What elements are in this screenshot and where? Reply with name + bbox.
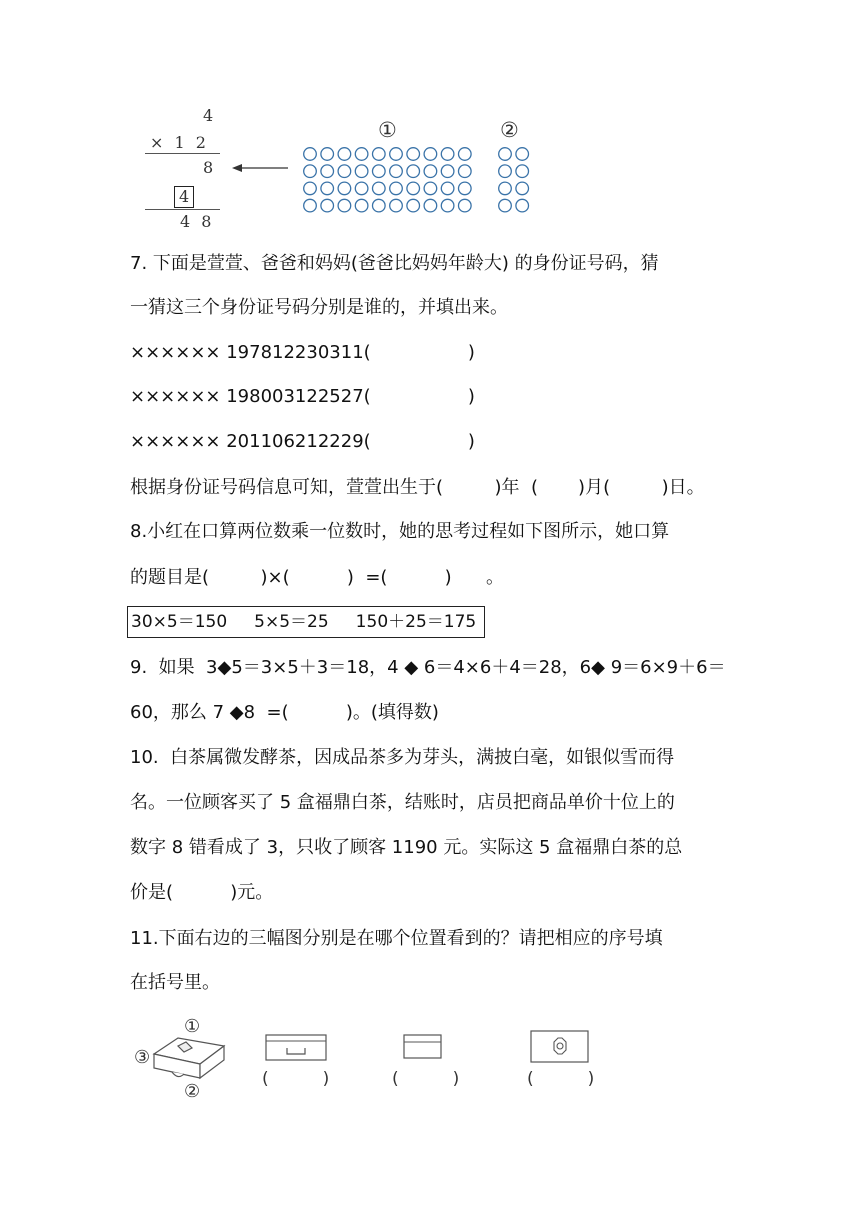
mult-result: 4 8	[180, 212, 212, 231]
q7-line-1: 7. 下面是萱萱、爸爸和妈妈(爸爸比妈妈年龄大) 的身份证号码，猜	[130, 253, 659, 274]
q8-line-1: 8.小红在口算两位数乘一位数时，她的思考过程如下图所示，她口算	[130, 521, 670, 542]
dot	[516, 148, 529, 161]
dot	[373, 182, 386, 195]
dot	[516, 199, 529, 212]
dot	[459, 165, 472, 178]
dot	[424, 165, 437, 178]
q7-line-2: 一猜这三个身份证号码分别是谁的，并填出来。	[130, 297, 508, 318]
dot	[441, 148, 454, 161]
q7-id-3: ×××××× 201106212229( )	[130, 431, 475, 452]
suitcase-icon	[152, 1034, 232, 1084]
view-label-top: ①	[184, 1016, 201, 1037]
dot	[441, 165, 454, 178]
dot	[441, 199, 454, 212]
dot	[407, 182, 420, 195]
dot	[516, 165, 529, 178]
mult-partial-1: 8	[203, 158, 214, 177]
dot	[459, 148, 472, 161]
dot	[304, 148, 317, 161]
dot	[390, 199, 403, 212]
dot	[373, 148, 386, 161]
dot	[338, 165, 351, 178]
dot	[459, 182, 472, 195]
dot	[321, 182, 334, 195]
dot	[373, 199, 386, 212]
dot	[355, 148, 368, 161]
mult-top-digit: 4	[203, 106, 214, 125]
answer-blank-1[interactable]: ( )	[262, 1069, 330, 1089]
view-label-front: ②	[184, 1081, 201, 1102]
q10-line-1: 10. 白茶属微发酵茶，因成品茶多为芽头，满披白毫，如银似雪而得	[130, 747, 675, 768]
dot	[424, 182, 437, 195]
q8-line-2: 的题目是( )×( ) =( ) 。	[130, 567, 505, 588]
answer-blank-2[interactable]: ( )	[392, 1069, 460, 1089]
dot	[338, 199, 351, 212]
dot	[407, 199, 420, 212]
dot-group-2-label: ②	[500, 118, 519, 142]
dot	[407, 148, 420, 161]
q9-line-1: 9. 如果 3◆5＝3×5＋3＝18，4 ◆ 6＝4×6＋4＝28，6◆ 9＝6×9＋6＝	[130, 657, 726, 678]
dot	[499, 199, 512, 212]
mult-line-2	[145, 209, 220, 210]
dot	[321, 199, 334, 212]
q9-line-2: 60，那么 7 ◆8 =( )。(填得数)	[130, 702, 439, 723]
mult-line-1	[145, 153, 220, 154]
dot	[304, 182, 317, 195]
dot-group-1-label: ①	[378, 118, 397, 142]
q11-line-2: 在括号里。	[130, 972, 220, 993]
q7-line-3: 根据身份证号码信息可知，萱萱出生于( )年 ( )月( )日。	[130, 477, 705, 498]
dot	[459, 199, 472, 212]
dot-array-figure	[300, 144, 540, 216]
dot	[338, 148, 351, 161]
q11-line-1: 11.下面右边的三幅图分别是在哪个位置看到的？请把相应的序号填	[130, 928, 663, 949]
dot	[390, 148, 403, 161]
dot	[407, 165, 420, 178]
dot	[424, 199, 437, 212]
dot	[304, 199, 317, 212]
dot	[499, 148, 512, 161]
q10-line-4: 价是( )元。	[130, 882, 274, 903]
dot	[304, 165, 317, 178]
dot	[499, 165, 512, 178]
suitcase-front-view	[265, 1034, 327, 1062]
dot	[499, 182, 512, 195]
dot	[338, 182, 351, 195]
dot	[390, 165, 403, 178]
dot	[516, 182, 529, 195]
dot	[355, 182, 368, 195]
mult-partial-2: 4	[179, 187, 190, 206]
dot	[390, 182, 403, 195]
dot	[321, 165, 334, 178]
q10-line-3: 数字 8 错看成了 3，只收了顾客 1190 元。实际这 5 盒福鼎白茶的总	[130, 837, 683, 858]
dot	[321, 148, 334, 161]
suitcase-top-view	[530, 1030, 590, 1064]
dot	[441, 182, 454, 195]
dot	[355, 199, 368, 212]
q8-box-text: 30×5＝150 5×5＝25 150＋25＝175	[131, 612, 477, 632]
answer-blank-3[interactable]: ( )	[527, 1069, 595, 1089]
q7-id-2: ×××××× 198003122527( )	[130, 386, 475, 407]
dot	[355, 165, 368, 178]
suitcase-side-view	[403, 1034, 443, 1060]
mult-multiplier: × 1 2	[150, 133, 206, 152]
q7-id-1: ×××××× 197812230311( )	[130, 342, 475, 363]
dot	[373, 165, 386, 178]
dot	[424, 148, 437, 161]
arrow-left-icon	[232, 162, 292, 174]
q10-line-2: 名。一位顾客买了 5 盒福鼎白茶，结账时，店员把商品单价十位上的	[130, 792, 675, 813]
view-label-left: ③	[134, 1047, 151, 1068]
